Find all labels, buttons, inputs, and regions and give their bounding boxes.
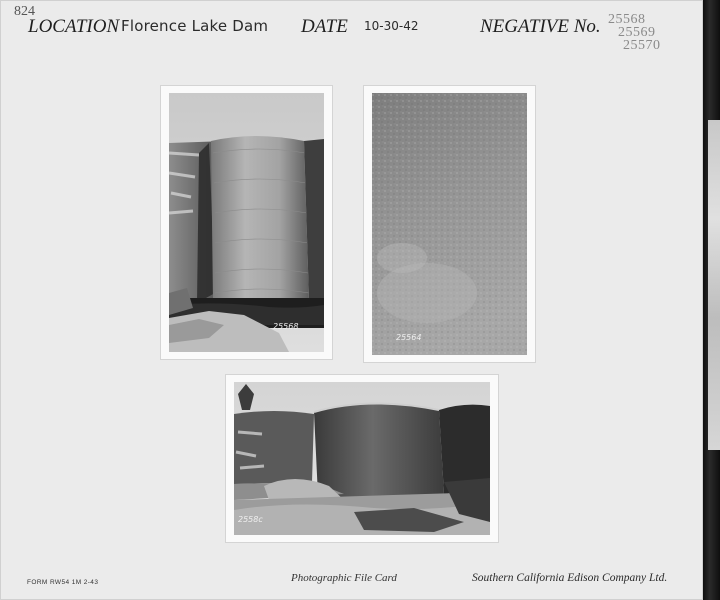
negative-number: 25568: [608, 12, 646, 27]
dam-arches-image: [234, 382, 490, 535]
negative-number: 25570: [623, 38, 661, 53]
photo-negative-number: 2558c: [238, 515, 263, 524]
dam-photo-vertical: [161, 86, 332, 359]
negative-label: NEGATIVE No.: [480, 16, 601, 37]
form-code: FORM RW54 1M 2-43: [27, 579, 99, 586]
company-name: Southern California Edison Company Ltd.: [472, 572, 668, 584]
dam-photo-horizontal: [226, 375, 498, 542]
negative-number: 25569: [618, 25, 656, 40]
photo-image: [169, 93, 324, 352]
scanner-edge: [703, 0, 720, 600]
photo-image: [234, 382, 490, 535]
negative-number-list: [608, 13, 678, 52]
date-label: DATE: [301, 16, 348, 37]
card-number: 824: [14, 4, 35, 19]
concrete-surface-image: [372, 93, 527, 355]
location-value: Florence Lake Dam: [121, 17, 269, 35]
photo-negative-number: 25564: [396, 333, 422, 342]
adjacent-card-edge: [708, 120, 720, 450]
date-value: 10-30-42: [364, 19, 419, 33]
surface-photo-vertical: [364, 86, 535, 362]
dam-arch-image: [169, 93, 324, 352]
photo-negative-number: 25568: [273, 322, 299, 331]
photo-image: [372, 93, 527, 355]
card-title: Photographic File Card: [291, 572, 397, 584]
location-label: LOCATION: [28, 16, 120, 37]
